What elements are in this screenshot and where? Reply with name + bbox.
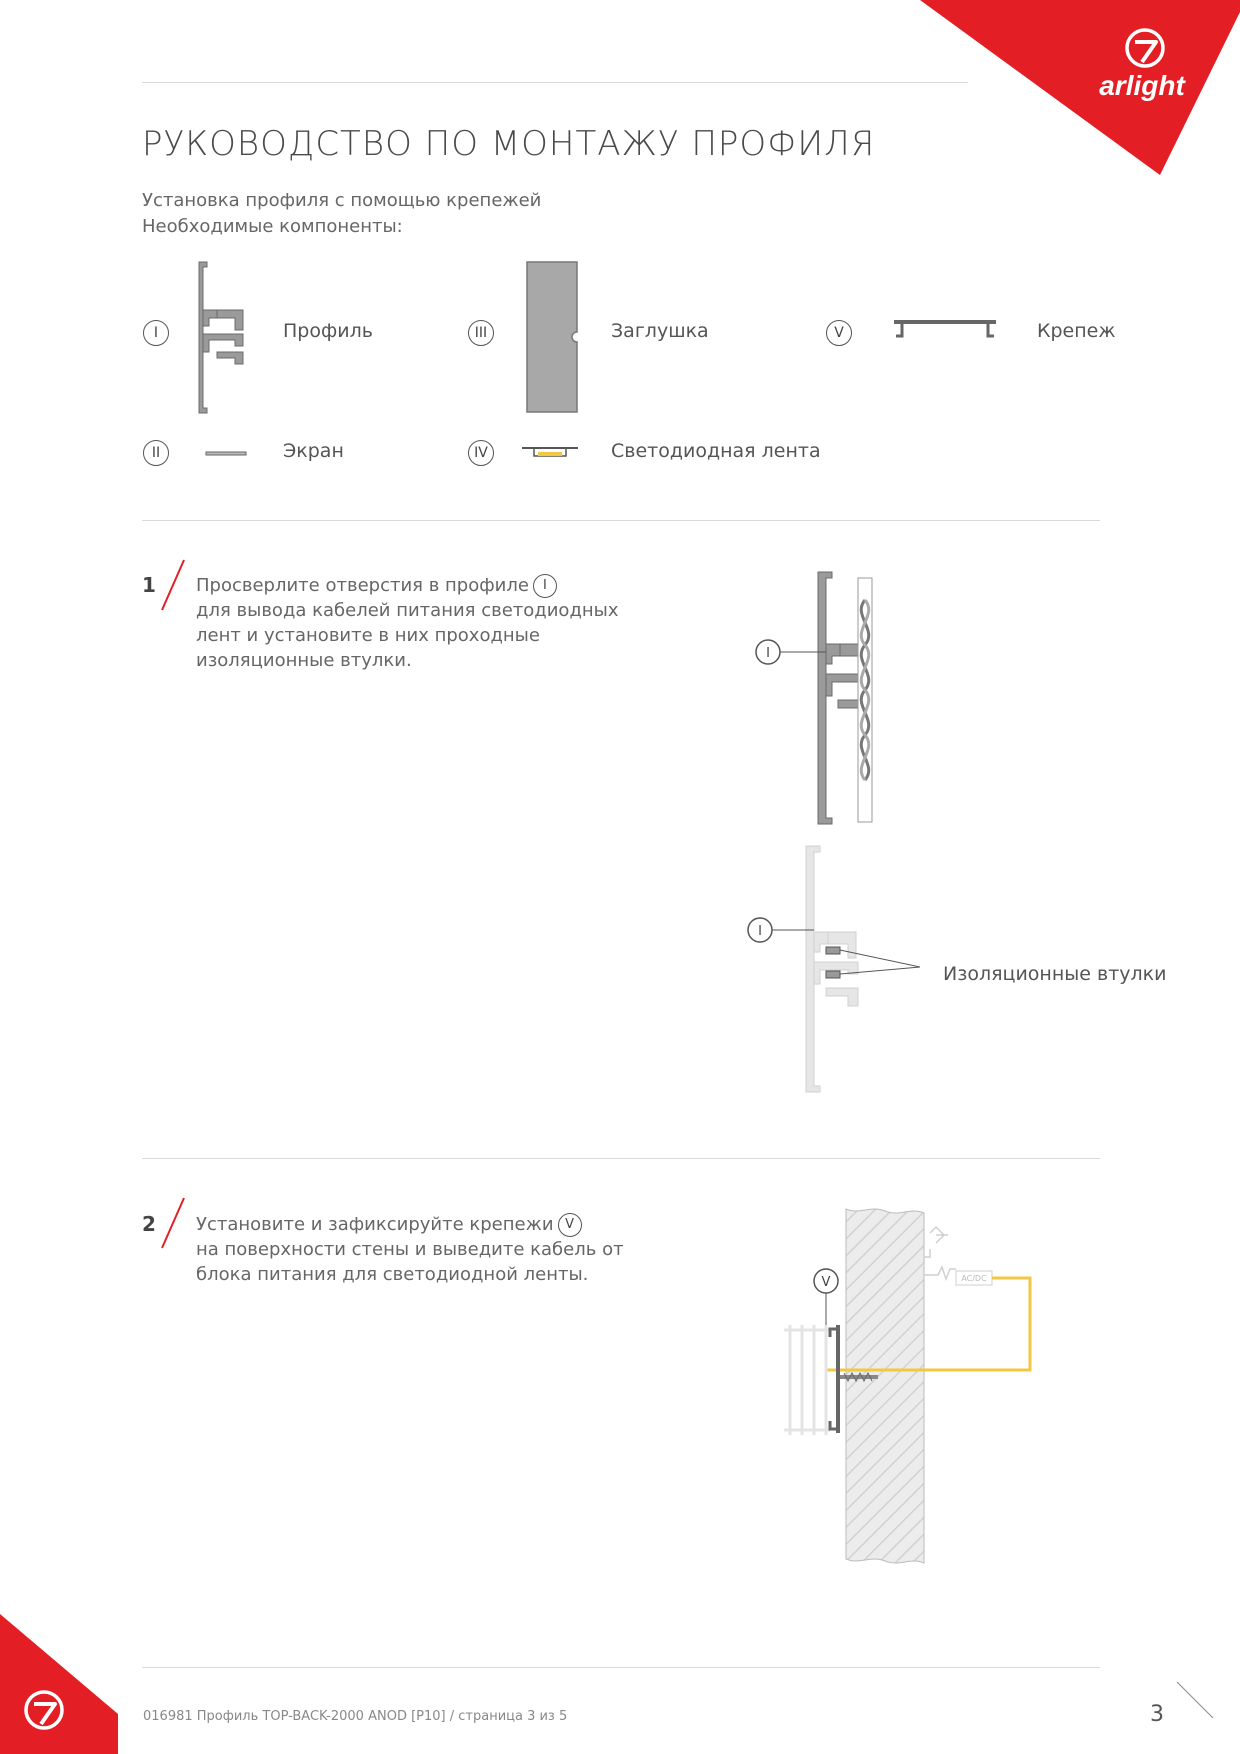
led-strip-icon [520, 442, 580, 462]
step-2-ref: V [558, 1213, 582, 1237]
step-1-ref: I [533, 574, 557, 598]
footer-text: 016981 Профиль TOP-BACK-2000 ANOD [P10] / страница 3 из 5 [143, 1709, 568, 1724]
step-1-text-before: Просверлите отверстия в профиле [196, 575, 529, 596]
page-corner-slash [1175, 1680, 1215, 1720]
grommets-callout-label: Изоляционные втулки [943, 963, 1167, 985]
component-label-2: Экран [283, 440, 344, 462]
step-2-text [196, 1212, 636, 1287]
step-2-text-before: Установите и зафиксируйте крепежи [196, 1214, 554, 1235]
top-divider [142, 82, 968, 83]
step-1-text-after: для вывода кабелей питания светодиодных лент и установите в них проходные изоляционные втулки. [196, 600, 619, 671]
step-1-grommet-diagram [740, 840, 940, 1100]
brand-corner-top [920, 0, 1240, 175]
component-roman-5: V [826, 320, 852, 346]
step-1-callout-ref-1: I [766, 646, 770, 661]
mounting-clip-icon [890, 316, 1000, 346]
brand-corner-bottom [0, 1614, 120, 1754]
footer-divider [142, 1667, 1100, 1668]
page-title: РУКОВОДСТВО ПО МОНТАЖУ ПРОФИЛЯ [142, 124, 876, 164]
page-number: 3 [1150, 1702, 1164, 1727]
step-1-number: 1 [142, 573, 156, 597]
component-label-5: Крепеж [1037, 320, 1116, 342]
component-label-1: Профиль [283, 320, 373, 342]
step-2-number: 2 [142, 1212, 156, 1236]
component-roman-1: I [143, 320, 169, 346]
component-roman-2: II [143, 440, 169, 466]
step-2-text-after: на поверхности стены и выведите кабель от блока питания для светодиодной ленты. [196, 1239, 624, 1285]
component-label-3: Заглушка [611, 320, 709, 342]
step-1-callout-ref-2: I [758, 924, 762, 939]
profile-section-icon [195, 260, 255, 415]
psu-label: AC/DC [961, 1274, 987, 1283]
component-label-4: Светодиодная лента [611, 440, 821, 462]
step-2-callout-ref: V [821, 1275, 831, 1290]
divider-2 [142, 1158, 1100, 1159]
step-1-profile-cable-diagram [740, 560, 930, 830]
component-roman-3: III [468, 320, 494, 346]
divider-1 [142, 520, 1100, 521]
screen-icon [205, 450, 247, 458]
step-1-text [196, 573, 636, 673]
plug-icon [930, 1227, 948, 1243]
intro-line-2: Необходимые компоненты: [142, 216, 403, 237]
step-2-slash [158, 1196, 188, 1250]
step-2-wall-mount-diagram [760, 1205, 1060, 1575]
step-1-slash [158, 558, 188, 612]
logo-wordmark: arlight [1099, 70, 1185, 101]
intro-line-1: Установка профиля с помощью крепежей [142, 190, 542, 211]
component-roman-4: IV [468, 440, 494, 466]
end-cap-icon [525, 260, 580, 415]
